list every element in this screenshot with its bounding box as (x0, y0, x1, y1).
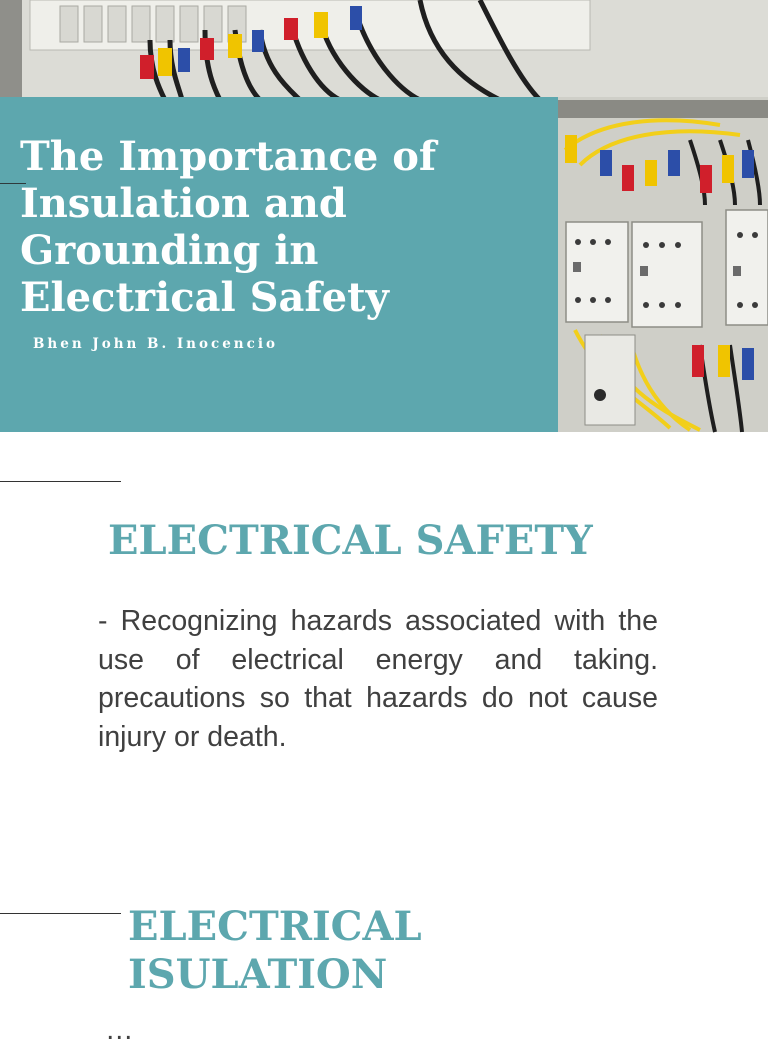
slide-body-text: - Recognizing hazards associated with the use of electrical energy and taking. precautions so that hazards do not cause injury or death. (98, 605, 658, 753)
slide-heading: ELECTRICAL ISULATION (128, 903, 422, 998)
title-slide (0, 0, 768, 432)
slide-divider (0, 481, 121, 482)
slide-body-text-partial: … (105, 1014, 134, 1046)
presentation-title: The Importance of Insulation and Grounding in Electrical Safety (20, 133, 437, 321)
slide-divider (0, 913, 121, 914)
slide-heading: ELECTRICAL SAFETY (108, 517, 593, 564)
presentation-author: Bhen John B. Inocencio (33, 336, 278, 352)
